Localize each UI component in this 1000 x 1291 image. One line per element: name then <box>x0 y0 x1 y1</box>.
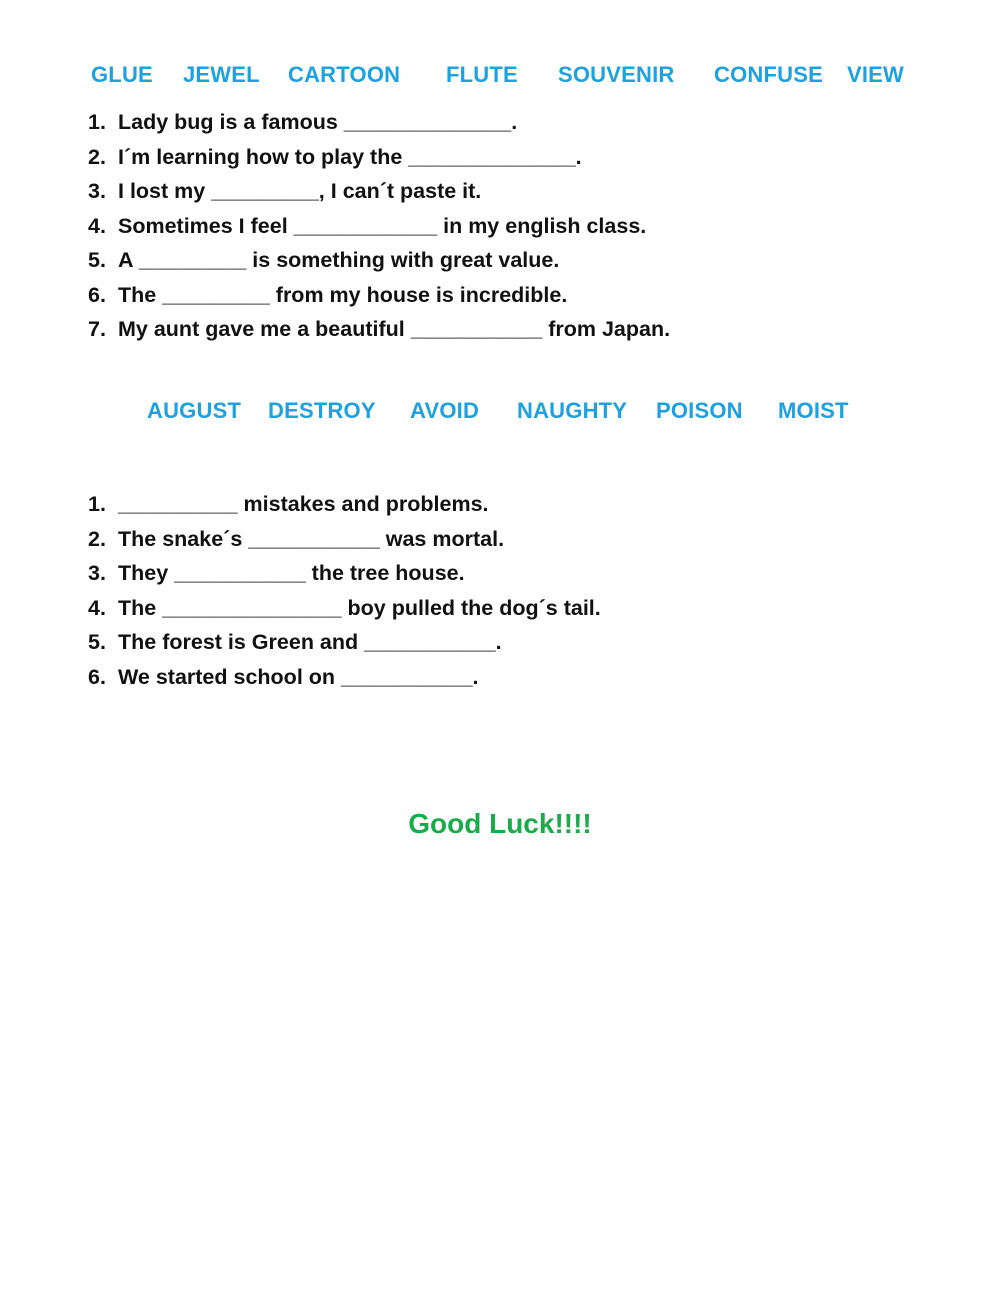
sentence-number: 5. <box>88 248 106 272</box>
sentence-text: We started school on ___________. <box>118 664 479 689</box>
sentence-text: I lost my _________, I can´t paste it. <box>118 179 482 203</box>
sentence-number: 1. <box>88 492 106 516</box>
word-bank-1 <box>0 62 1000 92</box>
sentence-text: Sometimes I feel ____________ in my english class. <box>118 213 647 238</box>
sentence-item <box>88 140 670 175</box>
word-bank-item: AVOID <box>410 398 480 423</box>
sentence-number: 2. <box>88 144 106 169</box>
sentence-item <box>88 487 601 522</box>
sentence-number: 4. <box>88 595 106 620</box>
sentence-text: Lady bug is a famous ______________. <box>118 110 518 134</box>
sentence-text: A _________ is something with great value. <box>118 248 560 272</box>
word-bank-item: JEWEL <box>183 62 260 87</box>
good-luck-message: Good Luck!!!! <box>408 808 592 839</box>
sentence-number: 1. <box>88 110 106 134</box>
word-bank-item: CARTOON <box>288 62 401 87</box>
word-bank-item: SOUVENIR <box>558 62 675 87</box>
sentence-number: 6. <box>88 664 106 689</box>
sentence-text: The snake´s ___________ was mortal. <box>118 526 505 551</box>
sentence-item <box>88 625 601 660</box>
word-bank-item: DESTROY <box>268 398 376 423</box>
sentence-text: The _______________ boy pulled the dog´s tail. <box>118 595 601 620</box>
word-bank-2 <box>0 398 1000 428</box>
sentence-text: I´m learning how to play the ______________. <box>118 144 582 169</box>
sentence-item <box>88 209 670 244</box>
sentence-text: My aunt gave me a beautiful ___________ from Japan. <box>118 317 671 341</box>
sentence-number: 3. <box>88 561 106 585</box>
word-bank-item: MOIST <box>778 398 849 423</box>
sentence-number: 6. <box>88 282 106 307</box>
sentence-number: 4. <box>88 213 106 238</box>
sentence-number: 7. <box>88 317 106 341</box>
sentence-item <box>88 243 670 278</box>
sentence-item <box>88 174 670 209</box>
word-bank-item: POISON <box>656 398 743 423</box>
word-bank-item: AUGUST <box>147 398 242 423</box>
sentence-item <box>88 556 601 591</box>
sentence-item <box>88 105 670 140</box>
word-bank-item: CONFUSE <box>714 62 823 87</box>
sentence-item <box>88 312 670 347</box>
sentence-text: The forest is Green and ___________. <box>118 630 502 654</box>
sentence-text: They ___________ the tree house. <box>118 561 465 585</box>
word-bank-item: NAUGHTY <box>517 398 628 423</box>
sentence-item <box>88 278 670 313</box>
sentence-text: The _________ from my house is incredible. <box>118 282 568 307</box>
sentence-text: __________ mistakes and problems. <box>118 492 489 516</box>
sentence-number: 3. <box>88 179 106 203</box>
word-bank-item: FLUTE <box>446 62 518 87</box>
word-bank-item: GLUE <box>91 62 153 87</box>
sentence-number: 5. <box>88 630 106 654</box>
sentence-list-1 <box>88 105 670 347</box>
sentence-item <box>88 522 601 557</box>
sentence-list-2 <box>88 487 601 694</box>
sentence-number: 2. <box>88 526 106 551</box>
word-bank-item: VIEW <box>847 62 905 87</box>
sentence-item <box>88 660 601 695</box>
sentence-item <box>88 591 601 626</box>
